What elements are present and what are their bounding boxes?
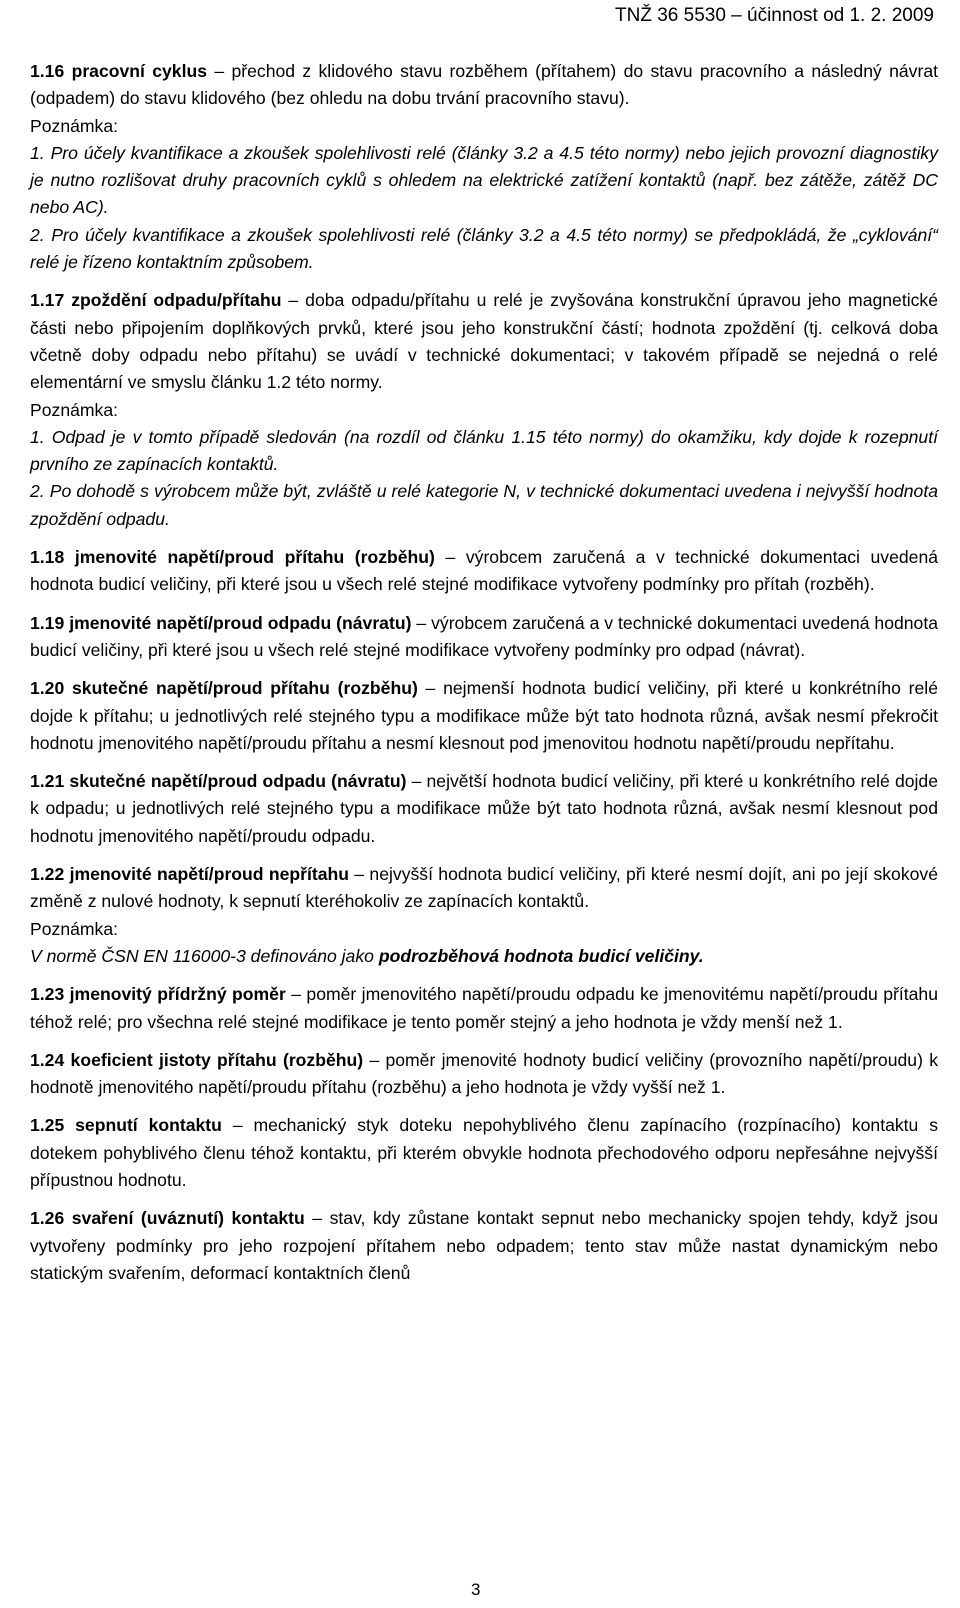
- note-item: 1. Odpad je v tomto případě sledován (na rozdíl od článku 1.15 této normy) do okamžiku, kdy dojde k rozepnutí prvního ze zapínacích kontaktů.: [30, 426, 938, 475]
- definition-1-17: 1.17 zpoždění odpadu/přítahu – doba odpadu/přítahu u relé je zvyšována konstrukční úpravou jeho magnetické části nebo připojením doplňkových prvků, které jsou jeho konstrukční částí; hodnota zpoždění (tj. celková doba včetně doby odpadu nebo přítahu) se uvádí v technické dokumentaci; v takovém případě se nejedná o relé elementární ve smyslu článku 1.2 této normy.: [30, 290, 939, 393]
- definition-1-16: 1.16 pracovní cyklus – přechod z klidového stavu rozběhem (přítahem) do stavu pracovního a následný návrat (odpadem) do stavu klidového (bez ohledu na dobu trvání pracovního stavu).: [30, 61, 939, 109]
- clause-text: mechanický styk doteku nepohyblivého členu zapínacího (rozpínacího) kontaktu s dotekem pohyblivého členu téhož kontaktu, při kterém obvykle hodnota přechodového odporu nepřesáhne nejvyšší přípustnou hodnotu.: [30, 1115, 939, 1190]
- clause-term: koeficient jistoty přítahu (rozběhu): [70, 1049, 364, 1070]
- definition-1-23: 1.23 jmenovitý přídržný poměr – poměr jmenovitého napětí/proudu odpadu ke jmenovitému napětí/proudu přítahu téhož relé; pro všechna relé stejné modifikace je tento poměr stejný a jeho hodnota je vždy menší než 1.: [30, 984, 938, 1032]
- clause-text: poměr jmenovité hodnoty budicí veličiny (provozního napětí/proudu) k hodnotě jmenovitého napětí/proudu přítahu (rozběhu) a jeho hodnota je vždy vyšší než 1.: [30, 1049, 939, 1098]
- clause-number: 1.22: [30, 864, 65, 885]
- clause-number: 1.19: [30, 612, 65, 633]
- clause-term: jmenovité napětí/proud odpadu (návratu): [69, 612, 412, 633]
- definition-1-22: 1.22 jmenovité napětí/proud nepřítahu – nejvyšší hodnota budicí veličiny, při které nesmí dojít, ani po její skokové změně z nulové hodnoty, k sepnutí kteréhokoliv ze zapínacích kontaktů.: [30, 864, 939, 912]
- definition-1-24: 1.24 koeficient jistoty přítahu (rozběhu) – poměr jmenovité hodnoty budicí veličiny (provozního napětí/proudu) k hodnotě jmenovitého napětí/proudu přítahu (rozběhu) a jeho hodnota je vždy vyšší než 1.: [30, 1049, 939, 1098]
- note-label: Poznámka:: [30, 115, 119, 136]
- clause-term: jmenovité napětí/proud nepřítahu: [69, 864, 349, 885]
- clause-term: svaření (uváznutí) kontaktu: [71, 1208, 305, 1229]
- clause-number: 1.24: [30, 1049, 65, 1070]
- definition-1-19: 1.19 jmenovité napětí/proud odpadu (návratu) – výrobcem zaručená a v technické dokumentaci uvedená hodnota budicí veličiny, při které jsou u všech relé stejné modifikace vytvořeny podmínky pro odpad (návrat).: [30, 612, 939, 660]
- definition-1-18: 1.18 jmenovité napětí/proud přítahu (rozběhu) – výrobcem zaručená a v technické dokumentaci uvedená hodnota budicí veličiny, při které jsou u všech relé stejné modifikace vytvořeny podmínky pro přítah (rozběh).: [30, 547, 939, 595]
- clause-number: 1.16: [30, 61, 65, 81]
- clause-number: 1.20: [30, 678, 65, 699]
- definition-1-21: 1.21 skutečné napětí/proud odpadu (návratu) – největší hodnota budicí veličiny, při které u konkrétního relé dojde k odpadu; u jednotlivých relé stejného typu a modifikace může být tato hodnota různá, avšak nesmí klesnout pod hodnotu jmenovitého napětí/proudu odpadu.: [30, 771, 939, 846]
- note-bold-term: podrozběhová hodnota budicí veličiny.: [378, 945, 704, 966]
- document-body: [30, 58, 938, 1287]
- definition-1-25: 1.25 sepnutí kontaktu – mechanický styk doteku nepohyblivého členu zapínacího (rozpínacího) kontaktu s dotekem pohyblivého členu téhož kontaktu, při kterém obvykle hodnota přechodového odporu nepřesáhne nejvyšší přípustnou hodnotu.: [30, 1115, 939, 1190]
- clause-text: nejvyšší hodnota budicí veličiny, při které nesmí dojít, ani po její skokové změně z nulové hodnoty, k sepnutí kteréhokoliv ze zapínacích kontaktů.: [30, 864, 939, 912]
- note-label: Poznámka:: [30, 399, 119, 420]
- clause-number: 1.26: [30, 1208, 65, 1229]
- clause-number: 1.18: [30, 547, 65, 568]
- note-label: Poznámka:: [30, 918, 119, 939]
- note-item: 1. Pro účely kvantifikace a zkoušek spolehlivosti relé (články 3.2 a 4.5 této normy) nebo jejich provozní diagnostiky je nutno rozlišovat druhy pracovních cyklů s ohledem na elektrické zatížení kontaktů (např. bez zátěže, zátěž DC nebo AC).: [30, 142, 938, 218]
- clause-text: nejmenší hodnota budicí veličiny, při které u konkrétního relé dojde k přítahu; u jednotlivých relé stejného typu a modifikace může být tato hodnota různá, avšak nesmí překročit hodnotu jmenovitého napětí/proudu přítahu a nesmí klesnout pod jmenovitou hodnotu napětí/proudu nepřítahu.: [30, 678, 938, 753]
- clause-number: 1.17: [30, 290, 65, 311]
- clause-term: sepnutí kontaktu: [75, 1115, 222, 1136]
- clause-text: výrobcem zaručená a v technické dokumentaci uvedená hodnota budicí veličiny, při které jsou u všech relé stejné modifikace vytvořeny podmínky pro odpad (návrat).: [30, 612, 939, 660]
- note-item: 2. Pro účely kvantifikace a zkoušek spolehlivosti relé (články 3.2 a 4.5 této normy) se předpokládá, že „cyklování“ relé je řízeno kontaktním způsobem.: [30, 224, 938, 273]
- definition-1-26: 1.26 svaření (uváznutí) kontaktu – stav, kdy zůstane kontakt sepnut nebo mechanicky spojen tehdy, když jsou vytvořeny podmínky pro jeho rozpojení přítahem nebo odpadem; tento stav může nastat dynamickým nebo statickým svařením, deformací kontaktních členů: [30, 1208, 938, 1283]
- note-item: V normě ČSN EN 116000-3 definováno jako podrozběhová hodnota budicí veličiny.: [30, 945, 704, 966]
- clause-term: skutečné napětí/proud přítahu (rozběhu): [72, 678, 418, 699]
- clause-term: jmenovité napětí/proud přítahu (rozběhu): [74, 547, 435, 568]
- clause-number: 1.21: [30, 771, 65, 792]
- clause-text: největší hodnota budicí veličiny, při které u konkrétního relé dojde k odpadu; u jednotlivých relé stejného typu a modifikace může být tato hodnota různá, avšak nesmí klesnout pod hodnotu jmenovitého napětí/proudu odpadu.: [30, 771, 939, 846]
- clause-term: jmenovitý přídržný poměr: [69, 984, 286, 1005]
- clause-text: stav, kdy zůstane kontakt sepnut nebo mechanicky spojen tehdy, když jsou vytvořeny podmínky pro jeho rozpojení přítahem nebo odpadem; tento stav může nastat dynamickým nebo statickým svařením, deformací kontaktních členů: [30, 1208, 938, 1283]
- document-header: TNŽ 36 5530 – účinnost od 1. 2. 2009: [615, 5, 934, 26]
- clause-text: přechod z klidového stavu rozběhem (přítahem) do stavu pracovního a následný návrat (odpadem) do stavu klidového (bez ohledu na dobu trvání pracovního stavu).: [30, 61, 939, 109]
- clause-number: 1.25: [30, 1115, 65, 1136]
- clause-text: doba odpadu/přítahu u relé je zvyšována konstrukční úpravou jeho magnetické části nebo připojením doplňkových prvků, které jsou jeho konstrukční částí; hodnota zpoždění (tj. celková doba včetně doby odpadu nebo přítahu) se uvádí v technické dokumentaci; v takovém případě se nejedná o relé elementární ve smyslu článku 1.2 této normy.: [30, 290, 939, 393]
- definition-1-20: 1.20 skutečné napětí/proud přítahu (rozběhu) – nejmenší hodnota budicí veličiny, při které u konkrétního relé dojde k přítahu; u jednotlivých relé stejného typu a modifikace může být tato hodnota různá, avšak nesmí překročit hodnotu jmenovitého napětí/proudu přítahu a nesmí klesnout pod jmenovitou hodnotu napětí/proudu nepřítahu.: [30, 678, 938, 753]
- clause-text: poměr jmenovitého napětí/proudu odpadu ke jmenovitému napětí/proudu přítahu téhož relé; pro všechna relé stejné modifikace je tento poměr stejný a jeho hodnota je vždy menší než 1.: [30, 984, 938, 1032]
- clause-term: pracovní cyklus: [71, 61, 208, 81]
- clause-term: skutečné napětí/proud odpadu (návratu): [69, 771, 407, 792]
- note-item: 2. Po dohodě s výrobcem může být, zvláště u relé kategorie N, v technické dokumentaci uvedena i nejvyšší hodnota zpoždění odpadu.: [30, 481, 938, 529]
- page-number: 3: [471, 1580, 481, 1599]
- clause-term: zpoždění odpadu/přítahu: [71, 290, 282, 311]
- clause-number: 1.23: [30, 984, 65, 1005]
- clause-text: výrobcem zaručená a v technické dokumentaci uvedená hodnota budicí veličiny, při které jsou u všech relé stejné modifikace vytvořeny podmínky pro přítah (rozběh).: [30, 547, 939, 595]
